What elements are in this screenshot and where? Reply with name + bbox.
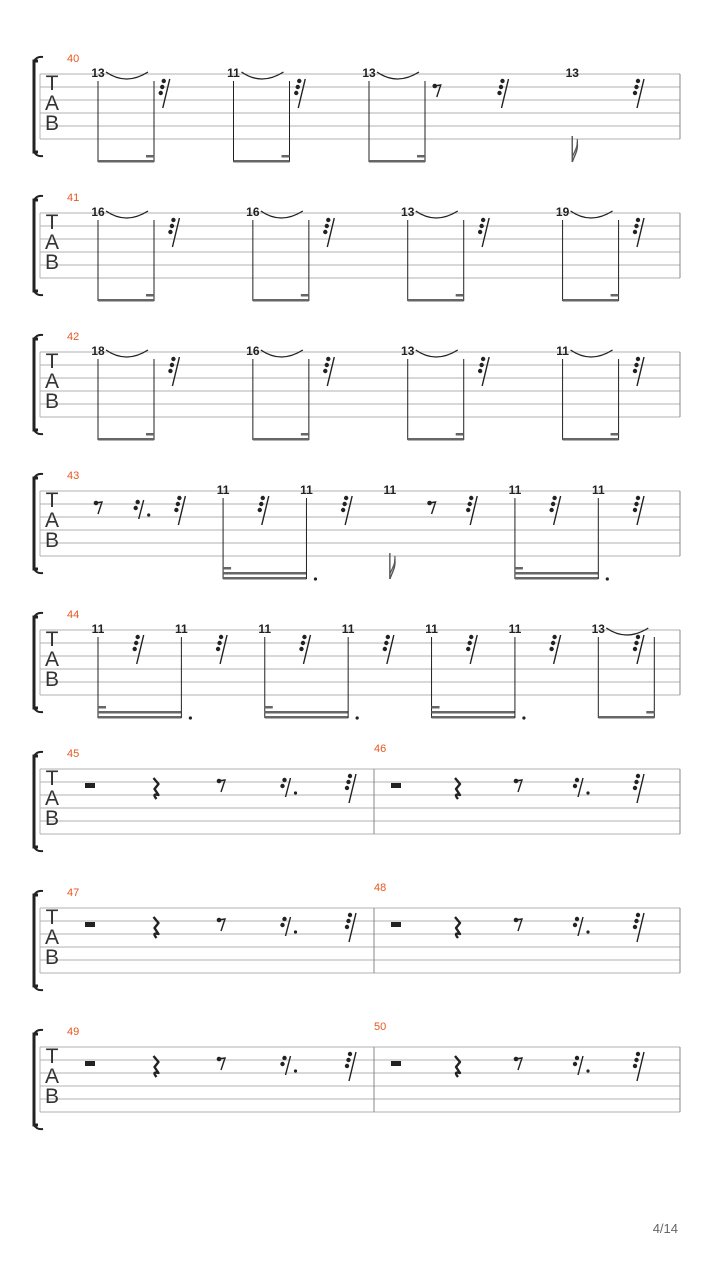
tab-clef-letter: T (45, 628, 59, 651)
thirty-second-rest (633, 1052, 644, 1081)
note-beam (223, 567, 231, 570)
note-beam (515, 572, 598, 575)
tab-clef-letter: A (44, 926, 60, 949)
tab-note (384, 483, 397, 579)
fret-number: 11 (300, 483, 313, 497)
thirty-second-rest (132, 635, 143, 664)
tab-note (91, 344, 154, 441)
tie (106, 350, 148, 357)
thirty-second-rest (633, 635, 644, 664)
thirty-second-rest (478, 218, 489, 247)
note-beam (515, 577, 598, 580)
tie (571, 211, 613, 218)
bracket-cap (34, 752, 43, 756)
tab-note (592, 622, 655, 719)
thirty-second-rest (345, 913, 356, 942)
system-bracket (34, 200, 38, 291)
measure-number: 41 (67, 192, 80, 204)
system-bracket (34, 1034, 38, 1125)
note-beam (301, 433, 309, 436)
tab-note (246, 344, 309, 441)
half-rest (85, 922, 95, 927)
note-beam (146, 294, 154, 297)
tab-clef-letter: T (45, 1045, 59, 1068)
dotted-sixteenth-rest (280, 778, 297, 797)
tab-clef-letter: A (44, 370, 60, 393)
tab-note (227, 66, 289, 163)
tab-note (342, 622, 359, 720)
rhythm-dot (522, 716, 525, 719)
thirty-second-rest (633, 496, 644, 525)
tie (106, 72, 148, 79)
bracket-cap (34, 1030, 43, 1034)
tab-clef-letter: T (45, 767, 59, 790)
half-rest (85, 1061, 95, 1066)
fret-number: 11 (508, 622, 522, 636)
rhythm-dot (314, 577, 317, 580)
half-rest (85, 783, 95, 788)
system-bracket (34, 756, 38, 847)
measure-number: 40 (67, 53, 80, 65)
note-beam (301, 294, 309, 297)
dotted-sixteenth-rest (280, 917, 297, 936)
tab-clef-letter: A (44, 1065, 60, 1088)
bracket-cap (34, 569, 43, 573)
fret-number: 13 (401, 344, 415, 358)
note-beam (98, 716, 181, 719)
bracket-cap (34, 708, 43, 712)
tab-clef-letter: B (44, 946, 60, 969)
tab-clef-letter: A (44, 509, 60, 532)
note-beam (265, 711, 348, 714)
tab-note (175, 622, 192, 720)
measure (67, 53, 644, 163)
fret-number: 16 (246, 205, 260, 219)
dotted-sixteenth-rest (280, 1056, 297, 1075)
fret-number: 16 (91, 205, 105, 219)
bracket-cap (34, 891, 43, 895)
note-beam (432, 716, 515, 719)
note-beam (417, 155, 425, 158)
tie (377, 72, 419, 79)
fret-number: 11 (425, 622, 438, 636)
dotted-sixteenth-rest (573, 917, 590, 936)
tab-note (91, 66, 154, 163)
tab-system (34, 53, 680, 163)
tab-clef-letter: B (44, 251, 60, 274)
note-beam (611, 433, 619, 436)
rhythm-dot (189, 716, 192, 719)
bracket-cap (34, 986, 43, 990)
note-beam (265, 706, 273, 709)
fret-number: 19 (555, 205, 570, 219)
tab-note (592, 483, 609, 581)
system-bracket (34, 617, 38, 708)
rhythm-dot (356, 716, 359, 719)
tab-note (401, 344, 464, 441)
note-beam (146, 155, 154, 158)
fret-number: 13 (565, 66, 579, 80)
measure-number: 45 (67, 748, 80, 760)
bracket-cap (34, 430, 43, 434)
tab-clef-letter: T (45, 906, 59, 929)
thirty-second-rest (345, 1052, 356, 1081)
thirty-second-rest (323, 218, 334, 247)
measure (374, 882, 644, 973)
thirty-second-rest (216, 635, 227, 664)
measure-number: 50 (374, 1021, 387, 1033)
tab-clef-letter: A (44, 231, 60, 254)
note-beam (598, 716, 654, 719)
thirty-second-rest (633, 357, 644, 386)
tie (242, 72, 284, 79)
thirty-second-rest (341, 496, 352, 525)
note-beam (98, 160, 154, 163)
fret-number: 13 (401, 205, 415, 219)
fret-number: 16 (246, 344, 260, 358)
tab-clef-letter: A (44, 92, 60, 115)
system-bracket (34, 339, 38, 430)
quarter-rest (455, 1056, 460, 1077)
thirty-second-rest (345, 774, 356, 803)
thirty-second-rest (549, 635, 560, 664)
note-beam (646, 711, 654, 714)
fret-number: 11 (591, 483, 605, 497)
thirty-second-rest (633, 774, 644, 803)
eighth-rest (94, 501, 102, 514)
tab-clef-letter: B (44, 112, 60, 135)
note-beam (408, 299, 464, 302)
half-rest (391, 783, 401, 788)
tab-clef-letter: B (44, 1085, 60, 1108)
fret-number: 11 (508, 483, 522, 497)
fret-number: 13 (362, 66, 376, 80)
system-bracket (34, 478, 38, 569)
eighth-rest (514, 779, 522, 792)
fret-number: 11 (175, 622, 188, 636)
tab-clef-letter: B (44, 668, 60, 691)
system-bracket (34, 61, 38, 152)
note-beam (98, 711, 181, 714)
quarter-rest (455, 917, 460, 938)
fret-number: 11 (258, 622, 272, 636)
tab-clef-letter: A (44, 648, 60, 671)
tab-clef-letter: B (44, 807, 60, 830)
measure (67, 470, 644, 581)
tab-system (34, 331, 680, 441)
tab-system (34, 609, 680, 720)
tab-system (34, 882, 680, 990)
quarter-rest (154, 778, 159, 799)
tie (261, 350, 303, 357)
fret-number: 18 (91, 344, 105, 358)
note-beam (223, 572, 306, 575)
thirty-second-rest (323, 357, 334, 386)
note-beam (432, 706, 440, 709)
tab-system (34, 470, 680, 581)
bracket-cap (34, 152, 43, 156)
thirty-second-rest (633, 913, 644, 942)
note-beam (98, 706, 106, 709)
note-beam (253, 438, 309, 441)
note-beam (515, 567, 523, 570)
tie (261, 211, 303, 218)
measure-number: 42 (67, 331, 80, 343)
note-beam (611, 294, 619, 297)
eighth-rest (514, 918, 522, 931)
thirty-second-rest (174, 496, 185, 525)
tab-note (300, 483, 317, 581)
thirty-second-rest (497, 79, 508, 108)
fret-number: 11 (227, 66, 240, 80)
tie (106, 211, 148, 218)
eighth-rest (432, 84, 440, 97)
fret-number: 11 (383, 483, 397, 497)
thirty-second-rest (633, 218, 644, 247)
dotted-sixteenth-rest (133, 500, 150, 519)
tab-system (34, 192, 680, 302)
tab-note (556, 344, 618, 441)
tab-system (34, 743, 680, 851)
thirty-second-rest (299, 635, 310, 664)
tab-note (556, 205, 619, 302)
quarter-rest (154, 917, 159, 938)
measure-number: 49 (67, 1026, 80, 1038)
note-beam (456, 433, 464, 436)
thirty-second-rest (466, 635, 477, 664)
page-number: 4/14 (652, 1221, 678, 1236)
bracket-cap (34, 335, 43, 339)
thirty-second-rest (383, 635, 394, 664)
eighth-rest (514, 1057, 522, 1070)
note-beam (146, 433, 154, 436)
bracket-cap (34, 847, 43, 851)
thirty-second-rest (258, 496, 269, 525)
dotted-sixteenth-rest (573, 1056, 590, 1075)
tab-note (91, 205, 154, 302)
tab-system (34, 1021, 680, 1129)
thirty-second-rest (633, 79, 644, 108)
fret-number: 11 (341, 622, 355, 636)
tab-clef-letter: A (44, 787, 60, 810)
measure (67, 609, 654, 720)
thirty-second-rest (466, 496, 477, 525)
note-beam (98, 438, 154, 441)
thirty-second-rest (478, 357, 489, 386)
measure (67, 331, 644, 441)
note-beam (223, 577, 306, 580)
eighth-rest (217, 1057, 225, 1070)
measure-number: 48 (374, 882, 387, 894)
fret-number: 11 (91, 622, 105, 636)
quarter-rest (455, 778, 460, 799)
thirty-second-rest (168, 218, 179, 247)
note-beam (234, 160, 290, 163)
tab-note (401, 205, 464, 302)
dotted-sixteenth-rest (573, 778, 590, 797)
measure (67, 192, 644, 302)
note-beam (265, 716, 348, 719)
fret-number: 11 (216, 483, 230, 497)
tab-clef-letter: T (45, 72, 59, 95)
measure-number: 46 (374, 743, 387, 755)
bracket-cap (34, 291, 43, 295)
tab-note (362, 66, 425, 163)
tab-clef-letter: B (44, 529, 60, 552)
note-beam (98, 299, 154, 302)
measure (374, 1021, 644, 1112)
tab-clef-letter: T (45, 211, 59, 234)
system-bracket (34, 895, 38, 986)
measure-number: 44 (67, 609, 80, 621)
tie (571, 350, 613, 357)
fret-number: 13 (91, 66, 105, 80)
thirty-second-rest (159, 79, 170, 108)
thirty-second-rest (549, 496, 560, 525)
bracket-cap (34, 57, 43, 61)
bracket-cap (34, 613, 43, 617)
note-beam (432, 711, 515, 714)
note-beam (253, 299, 309, 302)
note-beam (369, 160, 425, 163)
tab-clef-letter: T (45, 350, 59, 373)
tab-clef-letter: B (44, 390, 60, 413)
bracket-cap (34, 474, 43, 478)
tie (416, 211, 458, 218)
tab-note (246, 205, 309, 302)
tab-note (509, 622, 526, 720)
bracket-cap (34, 196, 43, 200)
eighth-rest (217, 779, 225, 792)
fret-number: 11 (556, 344, 569, 358)
measure-number: 43 (67, 470, 80, 482)
tie (606, 628, 648, 635)
tie (416, 350, 458, 357)
rhythm-dot (606, 577, 609, 580)
thirty-second-rest (294, 79, 305, 108)
eighth-rest (427, 501, 435, 514)
half-rest (391, 922, 401, 927)
tab-note (566, 66, 580, 162)
eighth-rest (217, 918, 225, 931)
quarter-rest (154, 1056, 159, 1077)
note-beam (456, 294, 464, 297)
half-rest (391, 1061, 401, 1066)
thirty-second-rest (168, 357, 179, 386)
note-beam (563, 299, 619, 302)
note-beam (282, 155, 290, 158)
fret-number: 13 (591, 622, 605, 636)
note-beam (408, 438, 464, 441)
tab-clef-letter: T (45, 489, 59, 512)
bracket-cap (34, 1125, 43, 1129)
note-beam (563, 438, 619, 441)
measure-number: 47 (67, 887, 80, 899)
measure (374, 743, 644, 834)
